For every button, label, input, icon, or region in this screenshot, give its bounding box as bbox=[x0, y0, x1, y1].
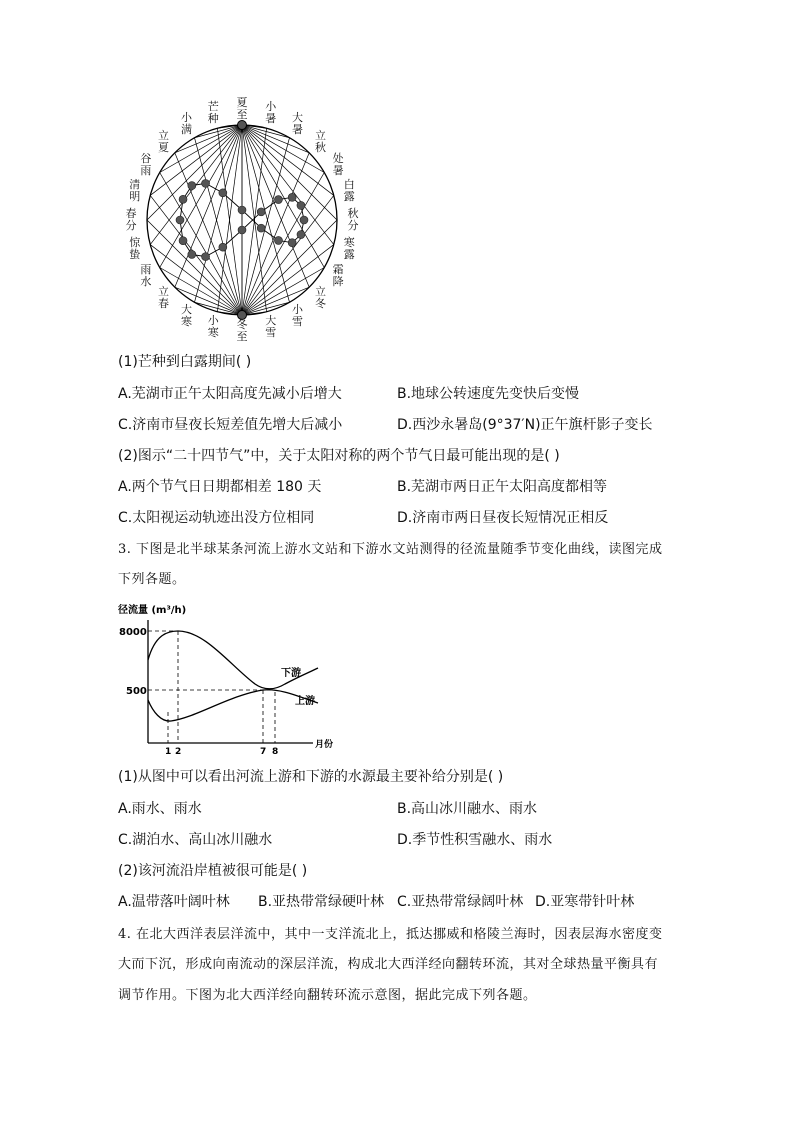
q2-p2-option-b[interactable]: B.芜湖市两日正午太阳高度都相等 bbox=[397, 479, 608, 495]
q3-p2-stem: (2)该河流沿岸植被很可能是( ) bbox=[118, 863, 308, 879]
solar-term-label: 夏至 bbox=[236, 96, 248, 121]
q2-p2-option-a[interactable]: A.两个节气日日期都相差 180 天 bbox=[118, 479, 322, 495]
q3-p2-option-c[interactable]: C.亚热带常绿阔叶林 bbox=[397, 894, 524, 910]
ray-from-winter-solstice bbox=[242, 268, 324, 316]
ray-from-summer-solstice bbox=[242, 125, 290, 302]
sun-position-dot bbox=[188, 250, 196, 258]
sun-position-dot bbox=[288, 239, 296, 247]
runoff-chart-svg bbox=[115, 600, 345, 760]
ray-from-winter-solstice bbox=[242, 138, 290, 315]
sun-position-dot bbox=[219, 189, 227, 197]
ray-from-summer-solstice bbox=[175, 125, 242, 287]
runoff-chart bbox=[115, 600, 345, 760]
q2-p1-option-d[interactable]: D.西沙永暑岛(9°37′N)正午旗杆影子变长 bbox=[397, 417, 653, 433]
ray-from-summer-solstice bbox=[217, 125, 242, 312]
ray-from-summer-solstice bbox=[160, 125, 242, 268]
x-axis-unit: 月份 bbox=[315, 740, 334, 750]
solar-term-label: 大暑 bbox=[292, 110, 303, 136]
q3-p2-option-a[interactable]: A.温带落叶阔叶林 bbox=[118, 894, 230, 910]
ray-from-winter-solstice bbox=[195, 138, 243, 315]
chart-ylabel: 径流量 (m³/h) bbox=[118, 605, 187, 616]
solar-term-label: 谷雨 bbox=[140, 151, 152, 177]
ray-from-winter-solstice bbox=[160, 268, 242, 316]
q2-p1-stem: (1)芒种到白露期间( ) bbox=[118, 354, 252, 370]
sun-position-dot bbox=[202, 179, 210, 187]
y-tick-500: 500 bbox=[126, 686, 147, 697]
q3-p1-option-b[interactable]: B.高山冰川融水、雨水 bbox=[397, 801, 538, 817]
sun-position-dot bbox=[300, 216, 308, 224]
solar-term-label: 处暑 bbox=[332, 151, 344, 177]
y-tick-8000: 8000 bbox=[119, 627, 147, 638]
solar-term-label: 冬至 bbox=[236, 318, 248, 343]
q2-p1-option-a[interactable]: A.芜湖市正午太阳高度先减小后增大 bbox=[118, 386, 342, 402]
solar-term-label: 小暑 bbox=[265, 99, 277, 125]
solstice-dot bbox=[238, 121, 247, 130]
solar-term-label: 立冬 bbox=[314, 285, 326, 311]
q3-intro-line1: 3. 下图是北半球某条河流上游水文站和下游水文站测得的径流量随季节变化曲线，读图完成 bbox=[118, 542, 663, 557]
q2-p2-option-d[interactable]: D.济南市两日昼夜长短情况正相反 bbox=[397, 510, 609, 526]
sun-position-dot bbox=[257, 208, 265, 216]
solar-term-label: 芒种 bbox=[207, 99, 219, 125]
solar-terms-figure bbox=[120, 95, 380, 345]
x-tick-7: 7 bbox=[260, 747, 267, 757]
q3-p1-option-d[interactable]: D.季节性积雪融水、雨水 bbox=[397, 832, 553, 848]
sun-position-dot bbox=[274, 236, 282, 244]
ray-from-summer-solstice bbox=[195, 125, 243, 302]
solar-term-label: 雨水 bbox=[140, 262, 152, 288]
upstream-curve bbox=[148, 690, 318, 721]
sun-position-dot bbox=[238, 206, 246, 214]
label-downstream: 下游 bbox=[281, 668, 301, 679]
solar-term-label: 立秋 bbox=[314, 128, 326, 154]
solar-term-label: 秋分 bbox=[347, 207, 359, 232]
x-tick-1: 1 bbox=[165, 747, 172, 757]
sun-position-dot bbox=[274, 196, 282, 204]
sun-position-dot bbox=[179, 237, 187, 245]
q4-line3: 调节作用。下图为北大西洋经向翻转环流示意图，据此完成下列各题。 bbox=[118, 988, 537, 1003]
ray-from-summer-solstice bbox=[242, 125, 324, 268]
solar-term-label: 立夏 bbox=[158, 128, 169, 154]
solar-term-label: 大寒 bbox=[181, 303, 192, 329]
solar-term-label: 白露 bbox=[343, 178, 355, 204]
sun-position-dot bbox=[188, 182, 196, 190]
q4-line1: 4. 在北大西洋表层洋流中，其中一支洋流北上，抵达挪威和格陵兰海时，因表层海水密度变 bbox=[118, 927, 663, 942]
solar-term-label: 大雪 bbox=[265, 314, 277, 340]
label-upstream: 上游 bbox=[295, 696, 315, 707]
q3-p2-option-d[interactable]: D.亚寒带针叶林 bbox=[535, 894, 635, 910]
solar-term-label: 小满 bbox=[181, 110, 192, 136]
sun-position-dot bbox=[176, 216, 184, 224]
ray-from-winter-solstice bbox=[160, 173, 242, 316]
solar-term-label: 清明 bbox=[129, 178, 141, 204]
q2-p2-stem: (2)图示“二十四节气”中，关于太阳对称的两个节气日最可能出现的是( ) bbox=[118, 448, 560, 464]
sun-position-dot bbox=[288, 193, 296, 201]
sun-position-dot bbox=[179, 195, 187, 203]
x-tick-2: 2 bbox=[175, 747, 182, 757]
solar-term-label: 霜降 bbox=[332, 262, 344, 288]
q3-p1-option-c[interactable]: C.湖泊水、高山冰川融水 bbox=[118, 832, 273, 848]
sun-position-dot bbox=[297, 231, 305, 239]
q3-p1-option-a[interactable]: A.雨水、雨水 bbox=[118, 801, 202, 817]
solar-term-label: 惊蛰 bbox=[129, 235, 141, 261]
ray-from-winter-solstice bbox=[242, 173, 324, 316]
solar-term-label: 立春 bbox=[158, 285, 169, 311]
solar-term-label: 小雪 bbox=[292, 303, 303, 329]
sun-position-dot bbox=[219, 243, 227, 251]
q4-line2: 大而下沉，形成向南流动的深层洋流，构成北大西洋经向翻转环流，其对全球热量平衡具有 bbox=[118, 957, 659, 972]
q2-p1-option-c[interactable]: C.济南市昼夜长短差值先增大后减小 bbox=[118, 417, 343, 433]
sun-position-dot bbox=[257, 224, 265, 232]
ray-from-summer-solstice bbox=[160, 125, 242, 173]
q2-p2-option-c[interactable]: C.太阳视运动轨迹出没方位相同 bbox=[118, 510, 315, 526]
q2-p1-option-b[interactable]: B.地球公转速度先变快后变慢 bbox=[397, 386, 580, 402]
solar-term-label: 春分 bbox=[125, 207, 137, 232]
downstream-curve bbox=[148, 631, 318, 689]
solar-term-label: 寒露 bbox=[343, 235, 355, 261]
x-tick-8: 8 bbox=[272, 747, 279, 757]
sun-position-dot bbox=[238, 226, 246, 234]
q3-p1-stem: (1)从图中可以看出河流上游和下游的水源最主要补给分别是( ) bbox=[118, 769, 504, 785]
q3-intro-line2: 下列各题。 bbox=[118, 572, 186, 587]
solar-term-label: 小寒 bbox=[207, 314, 219, 340]
sun-position-dot bbox=[297, 201, 305, 209]
ray-from-summer-solstice bbox=[242, 125, 324, 173]
sun-position-dot bbox=[202, 253, 210, 261]
q3-p2-option-b[interactable]: B.亚热带常绿硬叶林 bbox=[258, 894, 385, 910]
ray-from-winter-solstice bbox=[175, 153, 242, 315]
ray-from-winter-solstice bbox=[217, 128, 242, 315]
